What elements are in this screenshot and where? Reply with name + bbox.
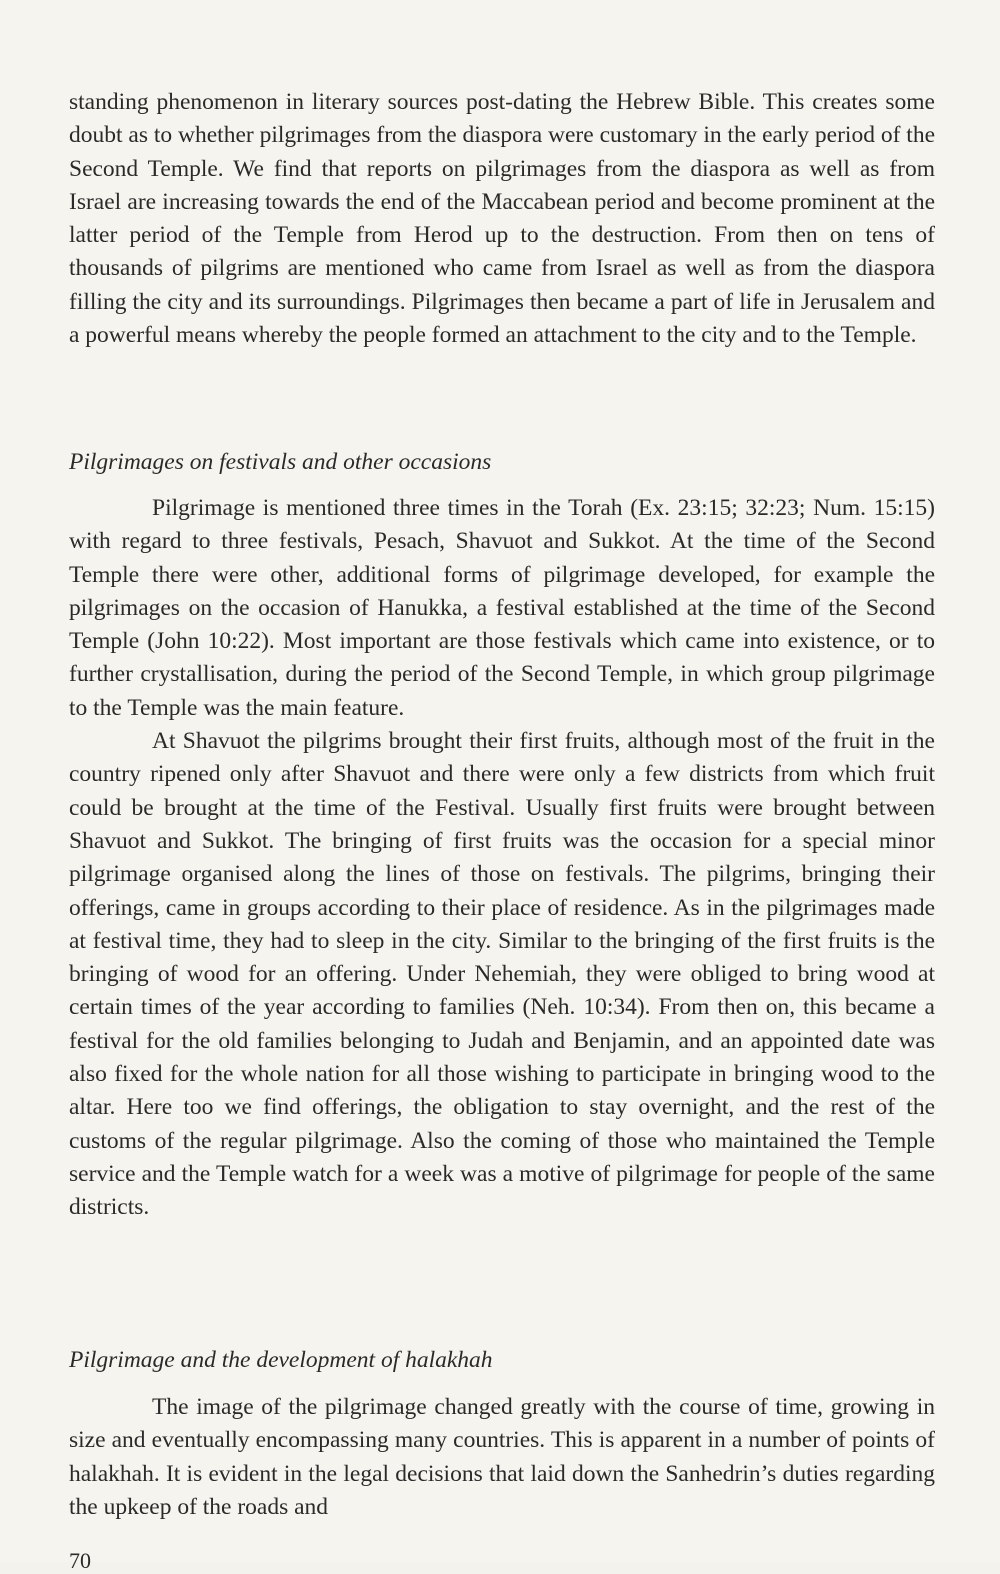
section-halakhah-text [69, 1391, 935, 1524]
section-heading-halakhah: Pilgrimage and the development of halakhah [69, 1347, 493, 1373]
paragraph-3: At Shavuot the pilgrims brought their first fruits, although most of the fruit in the country ripened only after Shavuot and there were only a few districts from which fruit could be brought at the time of the Festival. Usually first fruits were brought between Shavuot and Sukkot. The bringing of first fruits was the occasion for a special minor pilgrimage organised along the lines of those on festivals. The pilgrims, bringing their offerings, came in groups according to their place of residence. As in the pilgrimages made at festival time, they had to sleep in the city. Similar to the bringing of the first fruits is the bringing of wood for an offering. Under Nehemiah, they were obliged to bring wood at certain times of the year according to families (Neh. 10:34). From then on, this became a festival for the old families belonging to Judah and Benjamin, and an appointed date was also fixed for the whole nation for all those wishing to participate in bringing wood to the altar. Here too we find offerings, the obligation to stay overnight, and the rest of the customs of the regular pilgrimage. Also the coming of those who maintained the Temple service and the Temple watch for a week was a motive of pilgrimage for people of the same districts. [69, 728, 935, 1221]
section-heading-halakhah-block [69, 1344, 935, 1377]
paragraph-4: The image of the pilgrimage changed greatly with the course of time, growing in size and eventually encompassing many countries. This is apparent in a number of points of halakhah. It is evident in the legal decisions that laid down the Sanhedrin’s duties regarding the upkeep of the roads and [69, 1394, 935, 1520]
paragraph-2: Pilgrimage is mentioned three times in the Torah (Ex. 23:15; 32:23; Num. 15:15) with regard to three festivals, Pesach, Shavuot and Sukkot. At the time of the Second Temple there were other, additional forms of pilgrimage developed, for example the pilgrimages on the occasion of Hanukka, a festival established at the time of the Second Temple (John 10:22). Most important are those festivals which came into existence, or to further crystallisation, during the period of the Second Temple, in which group pilgrimage to the Temple was the main feature. [69, 495, 935, 721]
paragraph-1: standing phenomenon in literary sources post-dating the Hebrew Bible. This creates some doubt as to whether pilgrimages from the diaspora were customary in the early period of the Second Temple. We find that reports on pilgrimages from the diaspora as well as from Israel are increasing towards the end of the Maccabean period and become prominent at the latter period of the Temple from Herod up to the destruction. From then on tens of thousands of pilgrims are mentioned who came from Israel as well as from the diaspora filling the city and its surroundings. Pilgrimages then became a part of life in Jerusalem and a powerful means whereby the people formed an attachment to the city and to the Temple. [69, 89, 935, 349]
section-heading-festivals: Pilgrimages on festivals and other occasions [69, 449, 492, 475]
section-heading-festivals-block [69, 446, 935, 479]
section-festivals-text [69, 492, 935, 1225]
body-text [69, 86, 935, 352]
page-number: 70 [69, 1548, 91, 1573]
